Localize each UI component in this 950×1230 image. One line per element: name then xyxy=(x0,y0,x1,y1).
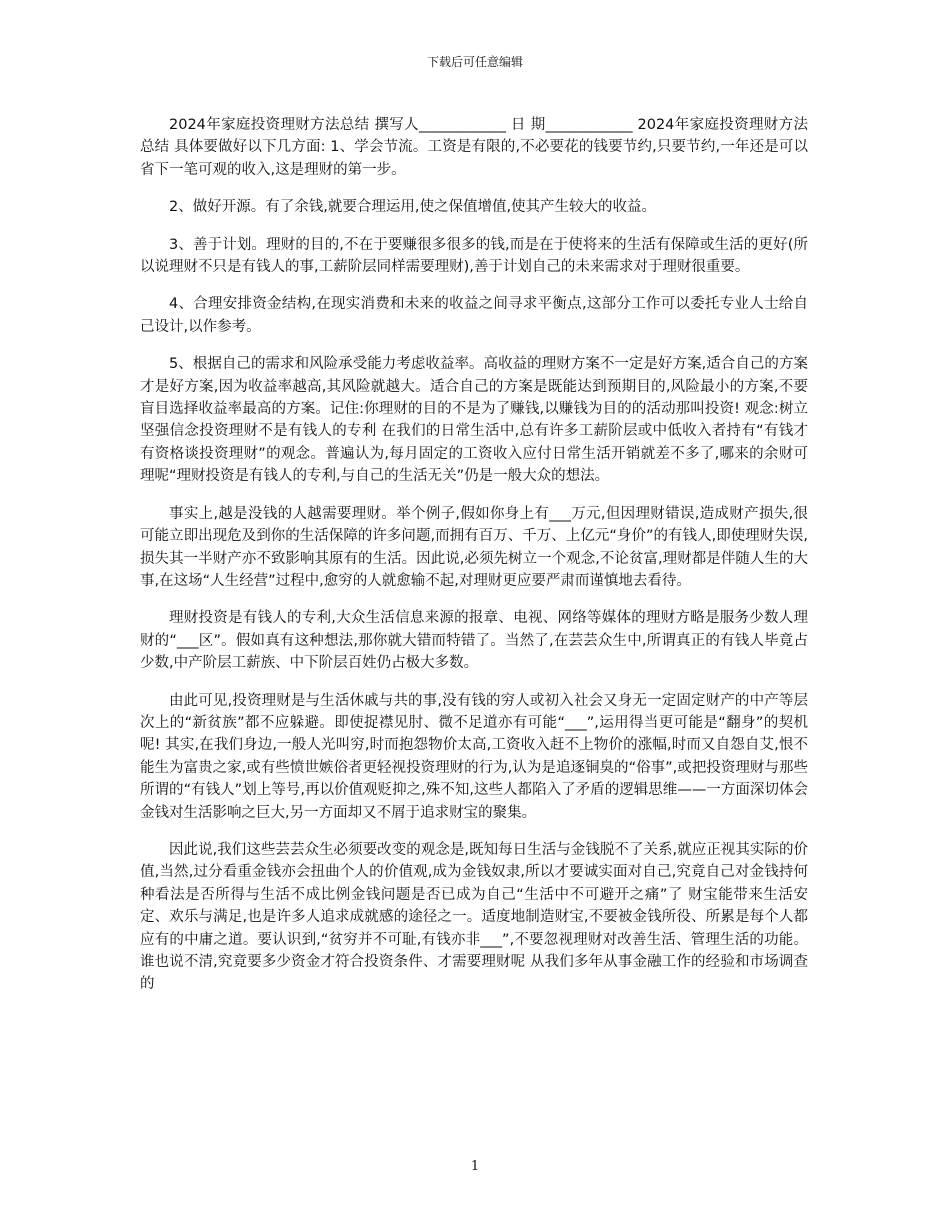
document-body xyxy=(140,114,808,1011)
paragraph-5: 5、根据自己的需求和风险承受能力考虑收益率。高收益的理财方案不一定是好方案,适合自己的方案才是好方案,因为收益率越高,其风险就越大。适合自己的方案是既能达到预期目的,风险最小的方案,不要盲目选择收益率最高的方案。记住:你理财的目的不是为了赚钱,以赚钱为目的的活动那叫投资! 观念:树立坚强信念投资理财不是有钱人的专利 在我们的日常生活中,总有许多工薪阶层或中低收入者持有“有钱才有资格谈投资理财”的观念。普遍认为,每月固定的工资收入应付日常生活开销就差不多了,哪来的余财可理呢“理财投资是有钱人的专利,与自己的生活无关”仍是一般大众的想法。 xyxy=(140,356,808,485)
paragraph-1: 2024年家庭投资理财方法总结 撰写人____________ 日 期____________ 2024年家庭投资理财方法总结 具体要做好以下几方面: 1、学会节流。工资是有限的,不必要花的钱要节约,只要节约,一年还是可以省下一笔可观的收入,这是理财的第一步。 xyxy=(140,117,808,178)
paragraph-2: 2、做好开源。有了余钱,就要合理运用,使之保值增值,使其产生较大的收益。 xyxy=(169,199,657,216)
page-number: 1 xyxy=(470,1159,480,1174)
paragraph-6: 事实上,越是没钱的人越需要理财。举个例子,假如你身上有___万元,但因理财错误,造成财产损失,很可能立即出现危及到你的生活保障的许多问题,而拥有百万、千万、上亿元“身价”的有钱人,即使理财失误,损失其一半财产亦不致影响其原有的生活。因此说,必须先树立一个观念,不论贫富,理财都是伴随人生的大事,在这场“人生经营”过程中,愈穷的人就愈输不起,对理财更应要严肃而谨慎地去看待。 xyxy=(140,505,808,589)
paragraph-7: 理财投资是有钱人的专利,大众生活信息来源的报章、电视、网络等媒体的理财方略是服务少数人理财的“___区”。假如真有这种想法,那你就大错而特错了。当然了,在芸芸众生中,所谓真正的有钱人毕竟占少数,中产阶层工薪族、中下阶层百姓仍占极大多数。 xyxy=(140,610,808,672)
paragraph-8: 由此可见,投资理财是与生活休戚与共的事,没有钱的穷人或初入社会又身无一定固定财产的中产等层次上的“新贫族”都不应躲避。即使捉襟见肘、微不足道亦有可能“___”,运用得当更可能是“翻身”的契机呢! 其实,在我们身边,一般人光叫穷,时而抱怨物价太高,工资收入赶不上物价的涨幅,时而又自怨自艾,恨不能生为富贵之家,或有些愤世嫉俗者更轻视投资理财的行为,认为是追逐铜臭的“俗事”,或把投资理财与那些所谓的“有钱人”划上等号,再以价值观贬抑之,殊不知,这些人都陷入了矛盾的逻辑思维——一方面深切体会金钱对生活影响之巨大,另一方面却又不屑于追求财宝的聚集。 xyxy=(140,692,808,821)
paragraph-9: 因此说,我们这些芸芸众生必须要改变的观念是,既知每日生活与金钱脱不了关系,就应正视其实际的价值,当然,过分看重金钱亦会扭曲个人的价值观,成为金钱奴隶,所以才要诚实面对自己,究竟自己对金钱持何种看法是否所得与生活不成比例金钱问题是否已成为自己“生活中不可避开之痛”了 财宝能带来生活安定、欢乐与满足,也是许多人追求成就感的途径之一。适度地制造财宝,不要被金钱所役、所累是每个人都应有的中庸之道。要认识到,“贫穷并不可耻,有钱亦非___”,不要忽视理财对改善生活、管理生活的功能。谁也说不清,究竟要多少资金才符合投资条件、才需要理财呢 从我们多年从事金融工作的经验和市场调查的 xyxy=(140,841,808,993)
page-header: 下载后可任意编辑 xyxy=(426,55,523,69)
paragraph-4: 4、合理安排资金结构,在现实消费和未来的收益之间寻求平衡点,这部分工作可以委托专业人士给自己设计,以作参考。 xyxy=(140,296,808,335)
paragraph-3: 3、善于计划。理财的目的,不在于要赚很多很多的钱,而是在于使将来的生活有保障或生活的更好(所以说理财不只是有钱人的事,工薪阶层同样需要理财),善于计划自己的未来需求对于理财很重要。 xyxy=(140,236,808,276)
